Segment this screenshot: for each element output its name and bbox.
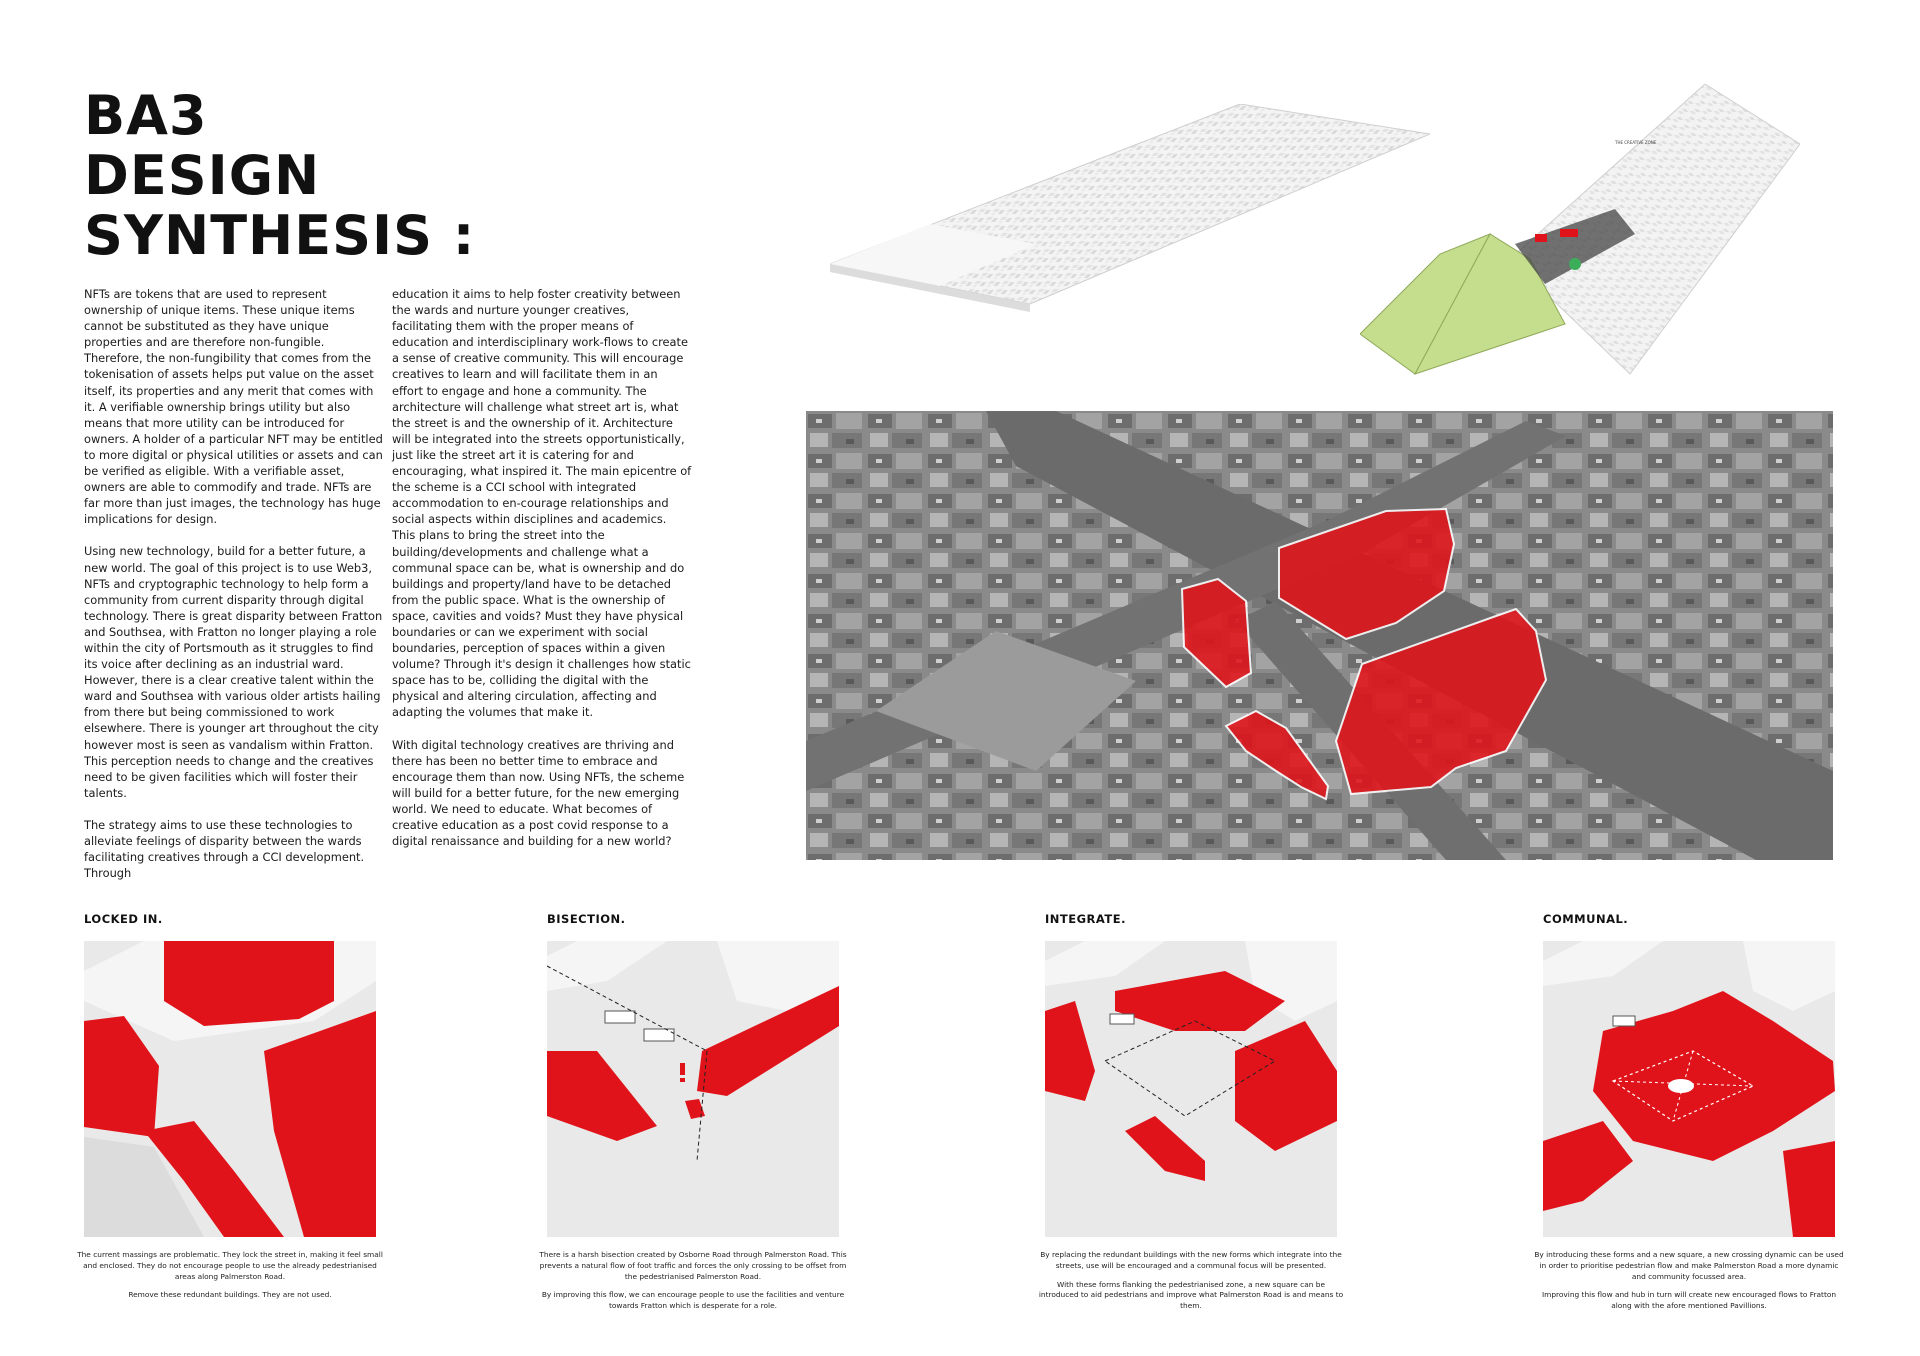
isometric-creative-zone-map	[1360, 84, 1800, 376]
strategy-title-bisection: BISECTION.	[547, 912, 626, 926]
caption-text: The current massings are problematic. They lock the street in, making it feel small and enclosed. They do not encourage people to use the already pedestrianised areas along Palmerston Road.	[77, 1250, 383, 1281]
caption-text: Remove these redundant buildings. They are not used.	[128, 1290, 332, 1300]
paragraph: The strategy aims to use these technologies to alleviate feelings of disparity between the wards facilitating creatives through a CCI development. Through	[84, 817, 365, 881]
paragraph: education it aims to help foster creativity between the wards and nurture younger creatives, facilitating them with the proper means of education and interdisciplinary work-flows to create a sense of creative community. This will encourage creatives to learn and will facilitate them in an effort to engage and hone a community. The architecture will challenge what street art is, what the street is and the ownership of it. Architecture will be integrated into the streets opportunistically, just like the street art it is catering for and encouraging, what inspired it. The main epicentre of the scheme is a CCI school with integrated accommodation to en-courage relationships and social aspects within disciplines and academics. This plans to bring the street into the building/developments and challenge what a communal space can be, what is ownership and do buildings and property/land have to be detached from the public space. What is the ownership of space, cavities and voids? Must they have physical boundaries or can we experiment with social boundaries, perception of spaces within a given volume? Through it's design it challenges how static space has to be, colliding the digital with the physical and altering circulation, affecting and adapting the volumes that make it.	[392, 287, 692, 720]
diagram-communal	[1543, 941, 1835, 1237]
diagram-integrate	[1045, 941, 1337, 1237]
body-text-column-1	[84, 286, 384, 897]
caption-text: There is a harsh bisection created by Osborne Road through Palmerston Road. This prevents a natural flow of foot traffic and forces the only crossing to be offset from the pedestrianised Palmerston Road.	[539, 1250, 847, 1281]
body-text-column-2	[392, 286, 692, 865]
caption-integrate	[1036, 1250, 1346, 1320]
caption-communal	[1534, 1250, 1844, 1320]
caption-locked-in	[75, 1250, 385, 1309]
caption-text: By replacing the redundant buildings with the new forms which integrate into the streets, use will be encouraged and a communal focus will be presented.	[1040, 1250, 1342, 1270]
paragraph: NFTs are tokens that are used to represent ownership of unique items. These unique items cannot be substituted as they have unique properties and are therefore non-fungible. Therefore, the non-fungibility that comes from the tokenisation of assets helps put value on the asset itself, its properties and any merit that comes with it. A verifiable ownership brings utility but also means that more utility can be introduced for owners. A holder of a particular NFT may be entitled to more digital or physical utilities or assets and can be verified as eligible. With a verifiable asset, owners are able to commodify and trade. NFTs are far more than just images, the technology has huge implications for design.	[84, 287, 383, 527]
title-line-3: SYNTHESIS :	[84, 204, 476, 267]
caption-bisection	[538, 1250, 848, 1320]
caption-text: With these forms flanking the pedestrianised zone, a new square can be introduced to aid pedestrians and improve what Palmerston Road is and means to them.	[1038, 1279, 1344, 1311]
diagram-bisection	[547, 941, 839, 1237]
strategy-title-integrate: INTEGRATE.	[1045, 912, 1126, 926]
caption-text: By improving this flow, we can encourage people to use the facilities and venture towards Fratton which is desperate for a role.	[541, 1290, 845, 1311]
strategy-title-locked-in: LOCKED IN.	[84, 912, 163, 926]
isometric-context-map-plain	[830, 104, 1430, 376]
creative-zone-label: THE CREATIVE ZONE	[1615, 140, 1657, 145]
strategy-title-communal: COMMUNAL.	[1543, 912, 1629, 926]
title-line-2: DESIGN	[84, 144, 321, 207]
paragraph: Using new technology, build for a better future, a new world. The goal of this project is to use Web3, NFTs and cryptographic technology to help form a community from current disparity through digital technology. There is great disparity between Fratton and Southsea, with Fratton no longer playing a role within the city of Portsmouth as it struggles to find its voice after declining as an industrial ward. However, there is a clear creative talent within the ward and Southsea with various older artists hailing from there but being commissioned to work elsewhere. There is younger art throughout the city however most is seen as vandalism within Fratton. This perception needs to change and the creatives need to be given facilities which will foster their talents.	[84, 544, 383, 800]
caption-text: By introducing these forms and a new square, a new crossing dynamic can be used in order to prioritise pedestrian flow and make Palmerston Road a more dynamic and community focussed area.	[1534, 1250, 1844, 1281]
caption-text: Improving this flow and hub in turn will create new encouraged flows to Fratton along with the afore mentioned Pavillions.	[1541, 1290, 1837, 1311]
paragraph: With digital technology creatives are thriving and there has been no better time to embrace and encourage them than now. Using NFTs, the scheme will build for a better future, for the new emerging world. We need to educate. What becomes of creative education as a post covid response to a digital renaissance and building for a new world?	[392, 737, 685, 849]
aerial-photo-with-red-massing	[806, 411, 1833, 860]
page-title	[84, 86, 475, 266]
diagram-locked-in	[84, 941, 376, 1237]
title-line-1: BA3	[84, 84, 208, 147]
